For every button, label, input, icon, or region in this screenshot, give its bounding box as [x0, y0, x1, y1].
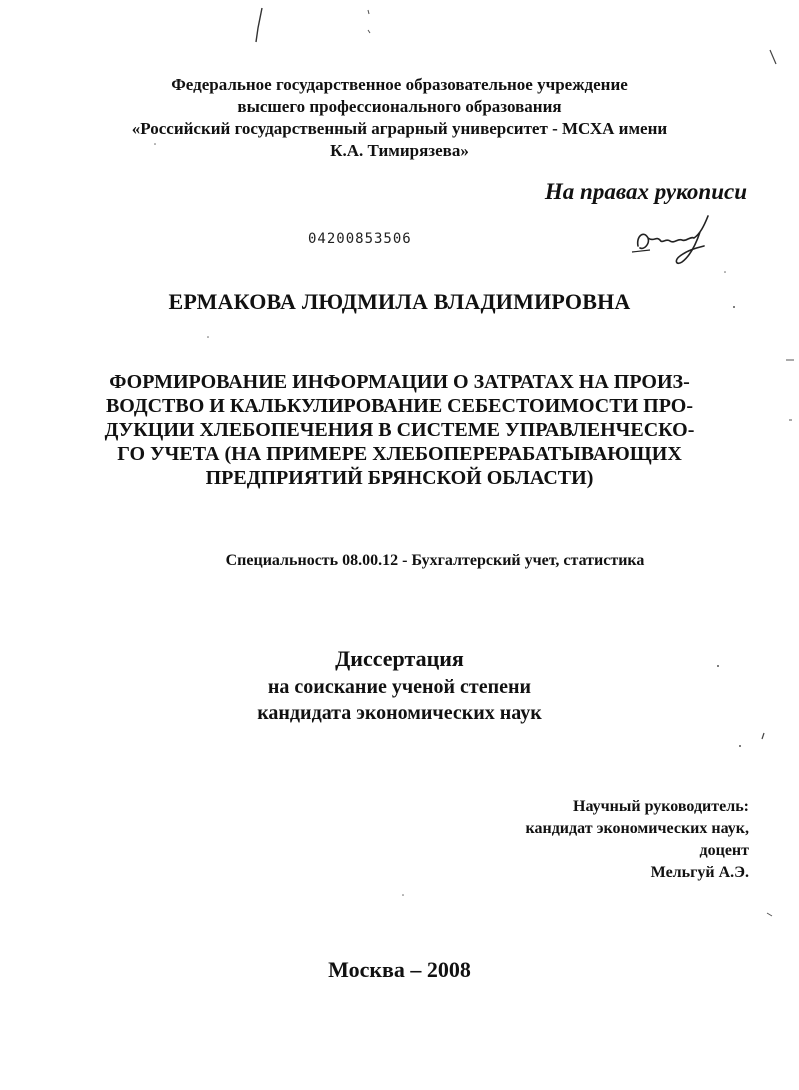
author-name: ЕРМАКОВА ЛЮДМИЛА ВЛАДИМИРОВНА: [168, 289, 631, 314]
institution-line: Федеральное государственное образовательное учреждение: [171, 75, 628, 94]
institution-line: высшего профессионального образования: [237, 97, 562, 116]
specialty: Специальность 08.00.12 - Бухгалтерский учет, статистика: [225, 552, 645, 569]
thesis-description: [0, 674, 799, 726]
advisor-line: доцент: [699, 842, 749, 859]
institution-line: К.А. Тимирязева»: [330, 141, 469, 160]
thesis-desc-line: кандидата экономических наук: [257, 702, 542, 724]
title-line: ДУКЦИИ ХЛЕБОПЕЧЕНИЯ В СИСТЕМЕ УПРАВЛЕНЧЕСКО-: [104, 419, 695, 441]
document-number: 04200853506: [308, 231, 412, 247]
thesis-title: [0, 370, 799, 490]
title-line: ПРЕДПРИЯТИЙ БРЯНСКОЙ ОБЛАСТИ): [205, 467, 594, 489]
advisor-block: [526, 796, 749, 884]
city-year: Москва – 2008: [328, 957, 471, 982]
title-line: ВОДСТВО И КАЛЬКУЛИРОВАНИЕ СЕБЕСТОИМОСТИ ПРО-: [105, 395, 694, 417]
title-line: ФОРМИРОВАНИЕ ИНФОРМАЦИИ О ЗАТРАТАХ НА ПРОИЗ-: [109, 371, 690, 393]
title-line: ГО УЧЕТА (НА ПРИМЕРЕ ХЛЕБОПЕРЕРАБАТЫВАЮЩИХ: [117, 443, 682, 465]
institution-line: «Российский государственный аграрный университет - МСХА имени: [131, 119, 668, 138]
rights-note: На правах рукописи: [544, 179, 747, 204]
thesis-type: Диссертация: [335, 646, 464, 671]
thesis-desc-line: на соискание ученой степени: [267, 676, 532, 698]
advisor-line: Мельгуй А.Э.: [650, 864, 749, 881]
signature: [630, 208, 720, 268]
advisor-line: Научный руководитель:: [573, 798, 749, 815]
advisor-line: кандидат экономических наук,: [525, 820, 749, 837]
institution-block: [0, 74, 799, 162]
